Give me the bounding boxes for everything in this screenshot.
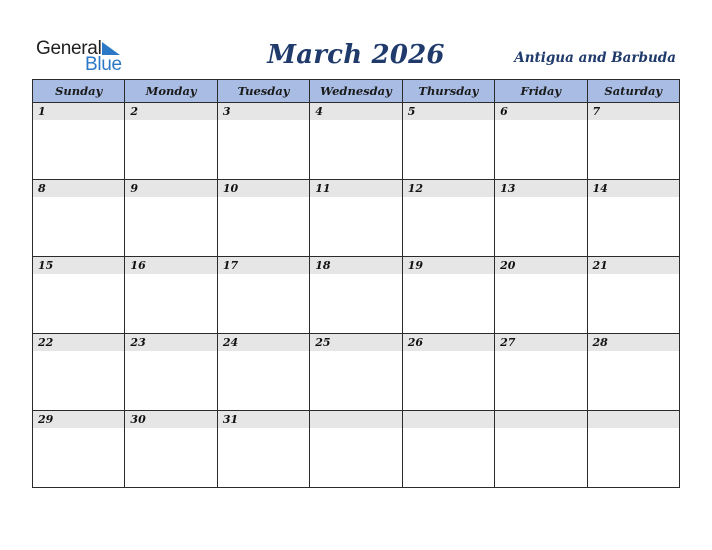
day-number: 10 [218,180,309,197]
empty-day-cell [587,411,679,488]
day-cell [587,180,679,257]
day-number: 9 [125,180,216,197]
day-cell [125,334,217,411]
day-number: 29 [33,411,124,428]
day-cell [587,103,679,180]
day-number: 4 [310,103,401,120]
day-cell [495,180,587,257]
day-number: 26 [403,334,494,351]
day-cell [217,411,309,488]
day-cell [402,257,494,334]
week-row [33,180,680,257]
calendar-grid [32,79,680,488]
week-row [33,103,680,180]
day-cell [217,180,309,257]
country-name: Antigua and Barbuda [514,50,676,66]
day-cell [310,180,402,257]
day-cell [310,334,402,411]
day-cell [310,103,402,180]
weekday-header: Sunday [33,80,125,103]
day-cell [33,334,125,411]
day-number [588,411,679,428]
day-cell [33,103,125,180]
day-number: 2 [125,103,216,120]
day-number: 22 [33,334,124,351]
day-cell [33,180,125,257]
day-cell [125,103,217,180]
day-cell [495,334,587,411]
weekday-header: Monday [125,80,217,103]
day-number: 5 [403,103,494,120]
weekday-header: Saturday [587,80,679,103]
day-number: 31 [218,411,309,428]
empty-day-cell [402,411,494,488]
day-number: 16 [125,257,216,274]
day-number [403,411,494,428]
day-number: 6 [495,103,586,120]
day-number: 13 [495,180,586,197]
day-number: 15 [33,257,124,274]
empty-day-cell [310,411,402,488]
day-number: 11 [310,180,401,197]
day-cell [495,103,587,180]
day-cell [587,334,679,411]
weekday-header: Wednesday [310,80,402,103]
day-number: 17 [218,257,309,274]
week-row [33,334,680,411]
day-number: 21 [588,257,679,274]
day-cell [33,257,125,334]
day-cell [217,334,309,411]
day-cell [587,257,679,334]
day-number: 18 [310,257,401,274]
day-number: 19 [403,257,494,274]
day-cell [402,334,494,411]
day-number: 3 [218,103,309,120]
day-cell [125,180,217,257]
week-row [33,257,680,334]
day-number: 8 [33,180,124,197]
day-number: 20 [495,257,586,274]
day-number: 7 [588,103,679,120]
calendar-body [33,103,680,488]
weekday-header: Tuesday [217,80,309,103]
day-number: 1 [33,103,124,120]
day-number: 25 [310,334,401,351]
day-cell [125,257,217,334]
day-number: 27 [495,334,586,351]
day-cell [217,257,309,334]
day-cell [33,411,125,488]
day-number: 30 [125,411,216,428]
day-cell [495,257,587,334]
week-row [33,411,680,488]
empty-day-cell [495,411,587,488]
weekday-header: Thursday [402,80,494,103]
day-number: 28 [588,334,679,351]
day-number: 14 [588,180,679,197]
calendar-title: March 2026 [267,40,445,70]
weekday-header-row [33,80,680,103]
day-number [495,411,586,428]
day-cell [125,411,217,488]
logo-word-general: General [36,38,102,59]
day-number: 23 [125,334,216,351]
logo-word-blue: Blue [85,54,122,75]
day-cell [310,257,402,334]
day-cell [402,180,494,257]
day-cell [217,103,309,180]
day-number: 12 [403,180,494,197]
day-number [310,411,401,428]
weekday-header: Friday [495,80,587,103]
day-number: 24 [218,334,309,351]
day-cell [402,103,494,180]
